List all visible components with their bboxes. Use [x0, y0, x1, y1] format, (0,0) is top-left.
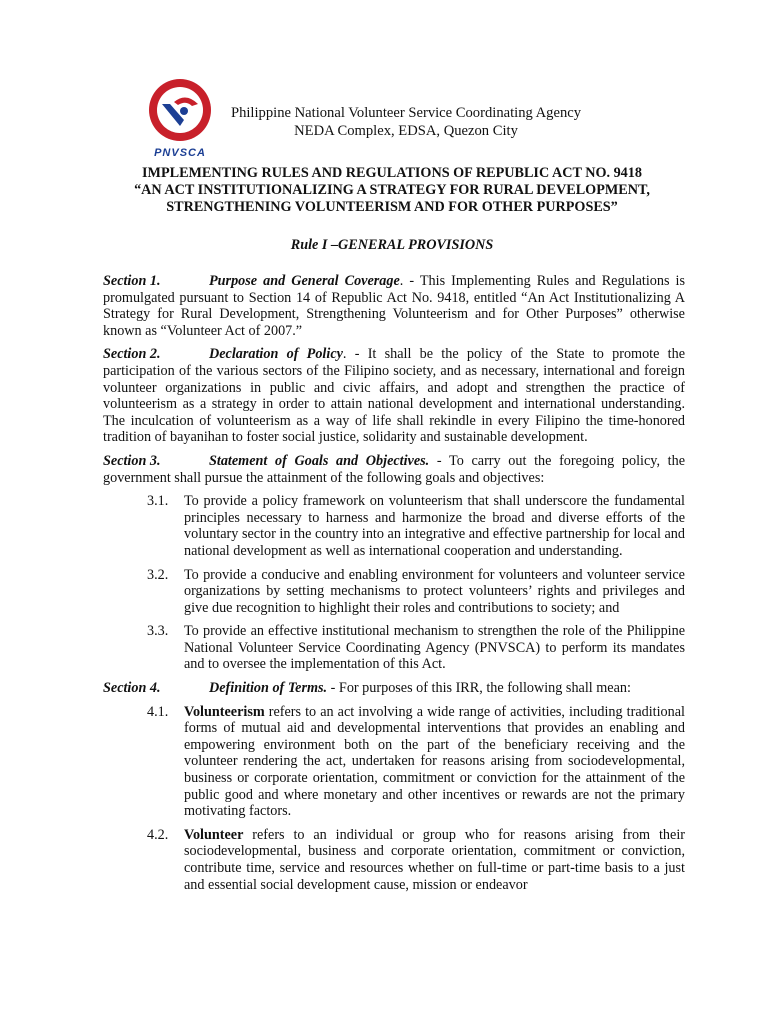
rule-heading: Rule I –GENERAL PROVISIONS [290, 237, 494, 253]
logo-inner-disc [157, 87, 203, 133]
pnvsca-logo [134, 74, 226, 160]
item-number: 4.1. [147, 703, 169, 720]
document-title [96, 165, 688, 216]
section-2-text: . - It shall be the policy of the State to promote the participation of the various sectors of the Filipino society, and as necessary, international and foreign volunteer organizations in public and civic affairs, and adopt and strengthen the practice of volunteerism as a strategy in order to attain national development and international understanding. The inculcation of volunteerism as a way of life shall rekindle in every Filipino the time-honored tradition of bayanihan to foster social justice, solidarity and sustainable development. [103, 346, 685, 446]
item-text: refers to an individual or group who for reasons arising from their sociodevelopmental, business and corporate orientation, commitment or conviction, contribute time, service and resources whether on full-time or part-time basis to a just and essential social development cause, mission or endeavor [184, 826, 685, 893]
list-item [103, 827, 685, 893]
item-number: 3.2. [147, 566, 169, 583]
item-number: 3.3. [147, 623, 169, 640]
document-body [103, 273, 685, 900]
agency-address: NEDA Complex, EDSA, Quezon City [294, 123, 518, 139]
section-2 [103, 346, 685, 446]
section-4 [103, 680, 685, 697]
section-3 [103, 453, 685, 486]
list-item [103, 623, 685, 673]
section-2-number: Section 2. [103, 346, 161, 363]
section-1-heading: Purpose and General Coverage [209, 273, 400, 289]
item-text: refers to an act involving a wide range of activities, including traditional forms of mutual aid and developmental interventions that provides an enabling and empowering environment both on the part of the beneficiary receiving and the volunteer rendering the act, undertaken for reasons arising from sociodevelopmental, business or corporate orientation, commitment or conviction for the attainment of the public good and where monetary and other incentives or rewards are not the primary motivating factors. [184, 703, 685, 820]
section-3-heading: Statement of Goals and Objectives. [209, 452, 430, 469]
logo-dot [180, 107, 188, 115]
item-number: 4.2. [147, 826, 169, 843]
section-4-text: - For purposes of this IRR, the following shall mean: [327, 680, 631, 697]
section-1-text: . - This Implementing Rules and Regulations is promulgated pursuant to Section 14 of Republic Act No. 9418, entitled “An Act Institutionalizing A Strategy for Rural Development, Strengthening Volunteerism and for Other Purposes” otherwise known as “Volunteer Act of 2007.” [103, 273, 685, 339]
section-1 [103, 273, 685, 339]
item-term: Volunteer [184, 826, 244, 843]
list-item [103, 567, 685, 617]
list-item [103, 493, 685, 559]
title-line-3: STRENGTHENING VOLUNTEERISM AND FOR OTHER PURPOSES” [166, 199, 618, 215]
section-1-number: Section 1. [103, 273, 161, 289]
section-3-text: - To carry out the foregoing policy, the government shall pursue the attainment of the following goals and objectives: [103, 452, 685, 486]
title-line-2: “AN ACT INSTITUTIONALIZING A STRATEGY FOR RURAL DEVELOPMENT, [134, 182, 650, 198]
list-item [103, 704, 685, 820]
item-text: To provide an effective institutional mechanism to strengthen the role of the Philippine National Volunteer Service Coordinating Agency (PNVSCA) to perform its mandates and to oversee the implementation of this Act. [184, 623, 685, 673]
title-line-1: IMPLEMENTING RULES AND REGULATIONS OF REPUBLIC ACT NO. 9418 [142, 165, 642, 181]
section-2-heading: Declaration of Policy [209, 346, 343, 363]
agency-header [226, 104, 586, 140]
item-number: 3.1. [147, 493, 169, 510]
item-term: Volunteerism [184, 703, 265, 720]
section-4-heading: Definition of Terms. [209, 680, 328, 697]
section-4-number: Section 4. [103, 680, 161, 697]
logo-text: PNVSCA [154, 147, 206, 159]
item-text: To provide a policy framework on volunteerism that shall underscore the fundamental principles necessary to harness and harmonize the broad and diverse efforts of the voluntary sector in the country into an integrative and effective partnership for local and national development as well as international cooperation and understanding. [184, 493, 685, 559]
section-3-number: Section 3. [103, 452, 161, 469]
item-text: To provide a conducive and enabling environment for volunteers and volunteer service organizations by setting mechanisms to protect volunteers’ rights and privileges and give due recognition to highlight their roles and contributions to society; and [184, 566, 685, 616]
agency-name: Philippine National Volunteer Service Coordinating Agency [230, 105, 582, 121]
